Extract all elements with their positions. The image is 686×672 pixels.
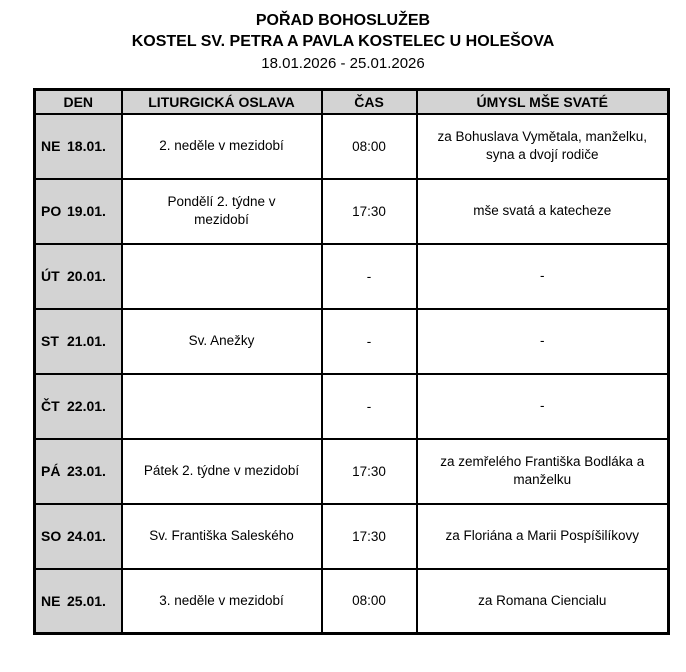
page-title: POŘAD BOHOSLUŽEB — [255, 12, 431, 29]
intention-cell: za Bohuslava Vymětala, manželku, syna a dvojí rodiče — [417, 114, 669, 179]
day-abbr: ČT — [41, 398, 60, 414]
day-cell — [35, 439, 122, 504]
table-row — [35, 504, 669, 569]
day-cell — [35, 114, 122, 179]
time-cell: - — [322, 374, 417, 439]
time-cell: 08:00 — [322, 114, 417, 179]
time-cell: 17:30 — [322, 504, 417, 569]
day-abbr: PÁ — [41, 463, 61, 479]
day-abbr: PO — [41, 203, 62, 219]
intention-cell: - — [417, 374, 669, 439]
table-row — [35, 244, 669, 309]
time-cell: - — [322, 244, 417, 309]
day-cell — [35, 179, 122, 244]
day-abbr: NE — [41, 138, 61, 154]
table-row — [35, 309, 669, 374]
day-cell — [35, 374, 122, 439]
day-cell — [35, 569, 122, 634]
day-date: 22.01. — [67, 398, 106, 414]
time-cell: - — [322, 309, 417, 374]
day-cell — [35, 504, 122, 569]
mass-schedule-table — [33, 88, 670, 635]
day-abbr: ÚT — [41, 268, 60, 284]
time-cell: 17:30 — [322, 439, 417, 504]
celebration-cell: Pondělí 2. týdne v mezidobí — [122, 179, 322, 244]
intention-cell: za zemřelého Františka Bodláka a manželku — [417, 439, 669, 504]
intention-cell: za Romana Ciencialu — [417, 569, 669, 634]
document-header — [0, 0, 686, 74]
celebration-cell: Sv. Františka Saleského — [122, 504, 322, 569]
church-name: KOSTEL SV. PETRA A PAVLA KOSTELEC U HOLEŠOVA — [131, 33, 555, 50]
time-cell: 17:30 — [322, 179, 417, 244]
table-row — [35, 114, 669, 179]
celebration-cell — [122, 374, 322, 439]
column-header-day: DEN — [35, 90, 122, 114]
celebration-cell: 2. neděle v mezidobí — [122, 114, 322, 179]
day-abbr: NE — [41, 592, 61, 609]
intention-cell: - — [417, 309, 669, 374]
day-date: 23.01. — [67, 463, 106, 479]
intention-cell: mše svatá a katecheze — [417, 179, 669, 244]
day-date: 21.01. — [67, 333, 106, 349]
celebration-cell: 3. neděle v mezidobí — [122, 569, 322, 634]
intention-cell: za Floriána a Marii Pospíšilíkovy — [417, 504, 669, 569]
day-date: 25.01. — [67, 592, 106, 609]
day-date: 20.01. — [67, 268, 106, 284]
table-row — [35, 439, 669, 504]
column-header-celebration: LITURGICKÁ OSLAVA — [122, 90, 322, 114]
day-date: 18.01. — [67, 138, 106, 154]
day-abbr: SO — [41, 528, 62, 544]
day-cell — [35, 309, 122, 374]
table-row — [35, 374, 669, 439]
celebration-cell — [122, 244, 322, 309]
intention-cell: - — [417, 244, 669, 309]
table-header-row — [35, 90, 669, 114]
celebration-cell: Pátek 2. týdne v mezidobí — [122, 439, 322, 504]
date-range: 18.01.2026 - 25.01.2026 — [261, 55, 425, 72]
column-header-intention: ÚMYSL MŠE SVATÉ — [417, 90, 669, 114]
day-cell — [35, 244, 122, 309]
day-date: 24.01. — [67, 528, 106, 544]
table-row — [35, 569, 669, 634]
day-date: 19.01. — [67, 203, 106, 219]
time-cell: 08:00 — [322, 569, 417, 634]
column-header-time: ČAS — [322, 90, 417, 114]
celebration-cell: Sv. Anežky — [122, 309, 322, 374]
day-abbr: ST — [41, 333, 59, 349]
table-row — [35, 179, 669, 244]
